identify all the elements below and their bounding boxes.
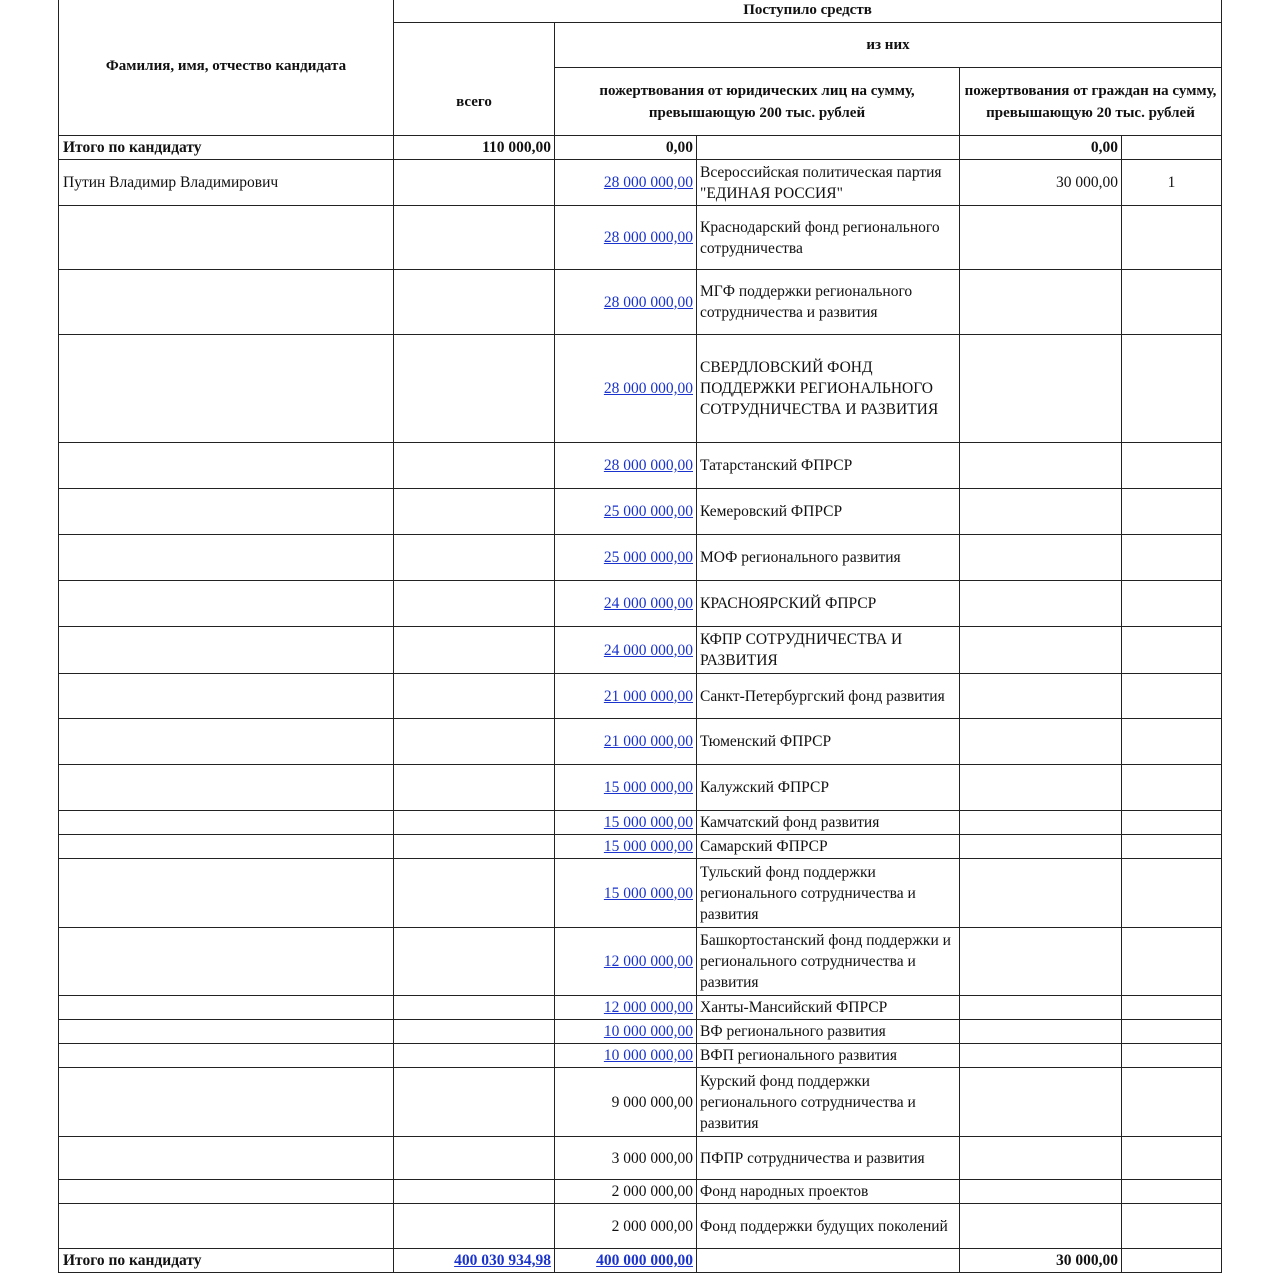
donor-organization: ВФП регионального развития [697,1044,960,1068]
donor-organization: Краснодарский фонд регионального сотрудничества [697,206,960,270]
donation-row [59,627,1222,674]
donation-row [59,1044,1222,1068]
citizen-donation-count: 1 [1122,160,1222,206]
donor-organization: МОФ регионального развития [697,535,960,581]
donor-organization: КРАСНОЯРСКИЙ ФПРСР [697,581,960,627]
donation-row [59,765,1222,811]
donation-amount-link[interactable]: 28 000 000,00 [603,380,693,397]
donation-amount-link[interactable]: 21 000 000,00 [603,687,693,705]
donor-organization: КФПР СОТРУДНИЧЕСТВА И РАЗВИТИЯ [697,627,960,674]
donation-row [59,859,1222,928]
header-received-funds: Поступило средств [394,0,1222,23]
donation-amount-link[interactable]: 15 000 000,00 [603,814,693,831]
donor-organization: Всероссийская политическая партия "ЕДИНАЯ РОССИЯ" [697,160,960,206]
donation-row [59,1180,1222,1204]
total-citizens: 30 000,00 [960,1249,1122,1273]
donation-amount: 2 000 000,00 [611,1217,693,1235]
total-legal: 0,00 [555,136,697,160]
bottom-total-row [59,1249,1222,1273]
total-label: Итого по кандидату [59,136,394,160]
donation-row [59,206,1222,270]
header-citizen-donations: пожертвования от граждан на сумму, превышающую 20 тыс. рублей [960,68,1222,136]
donor-organization: Калужский ФПРСР [697,765,960,811]
donation-row [59,811,1222,835]
candidate-name: Путин Владимир Владимирович [59,160,394,206]
top-total-row [59,136,1222,160]
donation-row [59,1204,1222,1249]
header-of-them: из них [555,23,1222,68]
donation-amount-link[interactable]: 15 000 000,00 [603,884,693,902]
donor-organization: Камчатский фонд развития [697,811,960,835]
donor-organization: ВФ регионального развития [697,1020,960,1044]
donation-row [59,719,1222,765]
donation-amount-link[interactable]: 28 000 000,00 [603,457,693,474]
donation-amount: 2 000 000,00 [611,1183,693,1200]
donor-organization: Санкт-Петербургский фонд развития [697,674,960,719]
donation-amount-link[interactable]: 25 000 000,00 [603,549,693,566]
donation-amount-link[interactable]: 28 000 000,00 [603,229,693,246]
donor-organization: Фонд поддержки будущих поколений [697,1204,960,1249]
donation-amount: 9 000 000,00 [611,1093,693,1111]
donation-amount-link[interactable]: 10 000 000,00 [603,1023,693,1040]
donation-amount-link[interactable]: 10 000 000,00 [603,1047,693,1064]
header-candidate-name: Фамилия, имя, отчество кандидата [59,0,394,136]
donor-organization: МГФ поддержки регионального сотрудничества и развития [697,270,960,335]
donation-amount-link[interactable]: 15 000 000,00 [603,838,693,855]
donation-amount-link[interactable]: 28 000 000,00 [603,174,693,191]
donation-row [59,581,1222,627]
donation-row [59,1068,1222,1137]
donation-amount-link[interactable]: 25 000 000,00 [603,503,693,520]
donation-row [59,535,1222,581]
donation-row [59,335,1222,443]
donation-row [59,160,1222,206]
total-legal-link[interactable]: 400 000 000,00 [596,1252,693,1269]
header-legal-donations: пожертвования от юридических лиц на сумму, превышающую 200 тыс. рублей [555,68,960,136]
donation-amount-link[interactable]: 15 000 000,00 [603,779,693,796]
donor-organization: Ханты-Мансийский ФПРСР [697,996,960,1020]
donation-row [59,1137,1222,1180]
citizen-donation-amount: 30 000,00 [960,160,1122,206]
donor-organization: Кемеровский ФПРСР [697,489,960,535]
donation-row [59,443,1222,489]
donation-amount-link[interactable]: 24 000 000,00 [603,595,693,612]
total-sum: 110 000,00 [394,136,555,160]
candidate-funds-table [58,0,1222,1273]
donation-row [59,270,1222,335]
donor-organization: СВЕРДЛОВСКИЙ ФОНД ПОДДЕРЖКИ РЕГИОНАЛЬНОГО СОТРУДНИЧЕСТВА И РАЗВИТИЯ [697,335,960,443]
donation-row [59,674,1222,719]
donation-row [59,996,1222,1020]
donor-organization: Татарстанский ФПРСР [697,443,960,489]
donation-amount: 3 000 000,00 [611,1149,693,1167]
donation-amount-link[interactable]: 28 000 000,00 [603,293,693,311]
donation-row [59,489,1222,535]
donor-organization: Фонд народных проектов [697,1180,960,1204]
donation-amount-link[interactable]: 24 000 000,00 [603,641,693,659]
donation-row [59,835,1222,859]
total-sum-link[interactable]: 400 030 934,98 [454,1252,551,1269]
total-citizens: 0,00 [960,136,1122,160]
donor-organization: Тульский фонд поддержки регионального сотрудничества и развития [697,859,960,928]
donor-organization: Курский фонд поддержки регионального сотрудничества и развития [697,1068,960,1137]
total-label: Итого по кандидату [59,1249,394,1273]
donation-amount-link[interactable]: 12 000 000,00 [603,999,693,1016]
donation-row [59,1020,1222,1044]
donation-amount-link[interactable]: 12 000 000,00 [603,953,693,970]
donor-organization: Самарский ФПРСР [697,835,960,859]
donation-row [59,928,1222,996]
donor-organization: Башкортостанский фонд поддержки и регионального сотрудничества и развития [697,928,960,996]
donor-organization: Тюменский ФПРСР [697,719,960,765]
donation-amount-link[interactable]: 21 000 000,00 [603,733,693,750]
donor-organization: ПФПР сотрудничества и развития [697,1137,960,1180]
header-total: всего [394,23,555,136]
